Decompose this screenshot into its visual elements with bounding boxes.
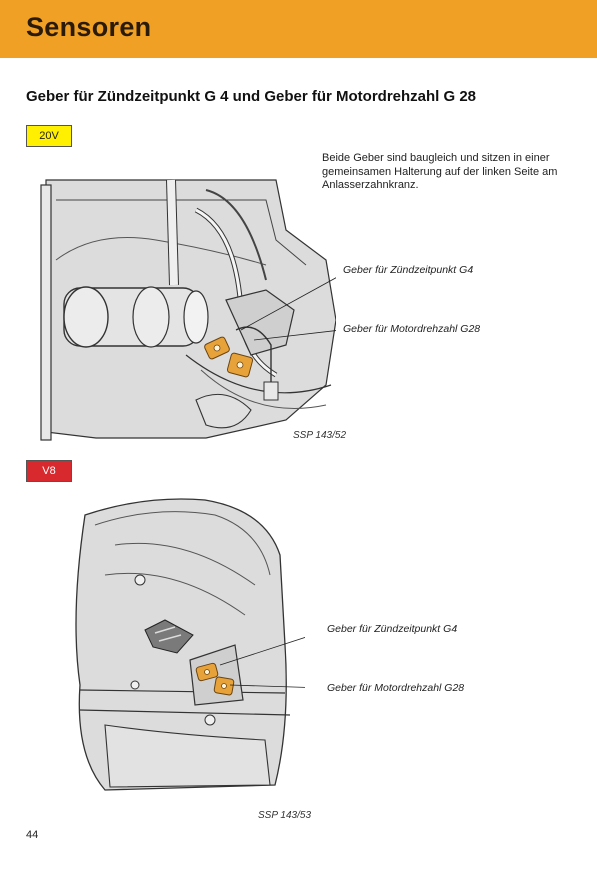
- section-heading: Geber für Zündzeitpunkt G 4 und Geber für Motordrehzahl G 28: [26, 88, 477, 105]
- engine-tag-v8: V8: [26, 460, 72, 482]
- figure-ref-v8: SSP 143/53: [258, 810, 312, 821]
- header-band: [0, 0, 597, 58]
- callout-g4-20v: Geber für Zündzeitpunkt G4: [343, 264, 474, 276]
- sensor-g28-icon: [214, 677, 235, 696]
- callout-g28-20v: Geber für Motordrehzahl G28: [343, 323, 481, 335]
- callout-g28-v8: Geber für Motordrehzahl G28: [327, 682, 465, 694]
- page-title: Sensoren: [26, 12, 152, 42]
- page-number: 44: [26, 829, 39, 841]
- engine-illustration-v8: [65, 495, 305, 795]
- callout-g4-v8: Geber für Zündzeitpunkt G4: [327, 623, 458, 635]
- figure-ref-20v: SSP 143/52: [293, 430, 347, 441]
- engine-tag-20v: 20V: [26, 125, 72, 147]
- description-20v: Beide Geber sind baugleich und sitzen in einer gemeinsamen Halterung auf der linken Seite am Anlasserzahnkranz.: [322, 152, 558, 191]
- engine-illustration-20v: [36, 170, 336, 445]
